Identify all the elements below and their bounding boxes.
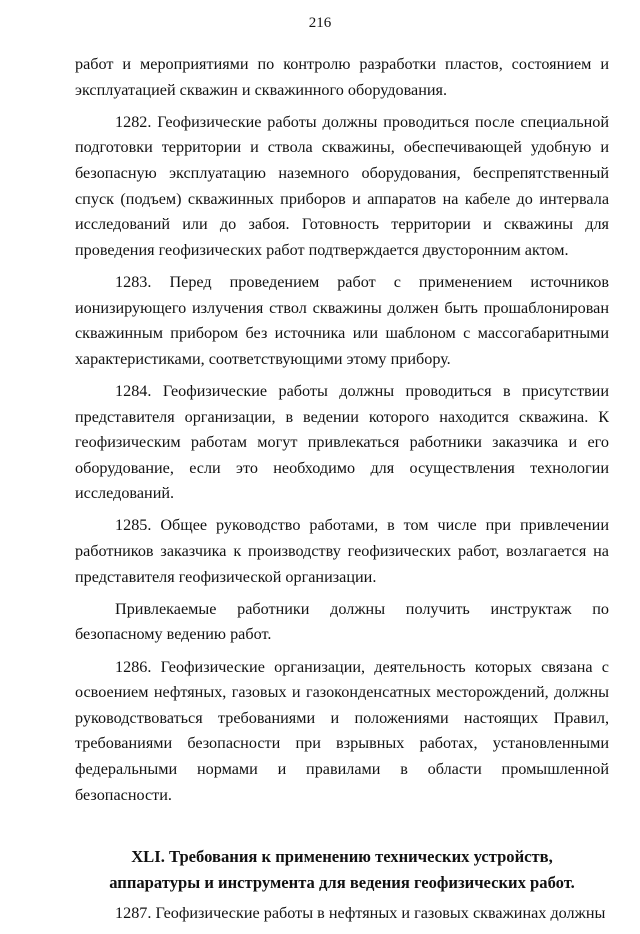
paragraph-1283: 1283. Перед проведением работ с применением источников ионизирующего излучения ствол скважины должен быть прошаблонирован скважинным прибором без источника или шаблоном с массогабаритными характеристиками, соответствующими этому прибору. xyxy=(75,272,609,368)
section-heading xyxy=(75,844,609,895)
section-heading-line-1: XLI. Требования к применению технических устройств, xyxy=(131,847,553,867)
paragraph-continuation: работ и мероприятиями по контролю разработки пластов, состоянием и эксплуатацией скважин и скважинного оборудования. xyxy=(75,55,609,99)
paragraph-1282: 1282. Геофизические работы должны проводиться после специальной подготовки территории и ствола скважины, обеспечивающей удобную и безопасную эксплуатацию наземного оборудования, беспрепятственный спуск (подъем) скважинных приборов и аппаратов на кабеле до интервала исследований или до забоя. Готовность территории и скважины для проведения геофизических работ подтверждается двусторонним актом. xyxy=(75,112,609,259)
page-number: 216 xyxy=(308,15,332,31)
paragraph-1287: 1287. Геофизические работы в нефтяных и газовых скважинах должны xyxy=(115,904,606,923)
document-body xyxy=(75,52,609,934)
section-heading-line-2: аппаратуры и инструмента для ведения геофизических работ. xyxy=(109,872,575,892)
paragraph-1285-note: Привлекаемые работники должны получить инструктаж по безопасному ведению работ. xyxy=(75,599,609,644)
paragraph-1284: 1284. Геофизические работы должны проводиться в присутствии представителя организации, в ведении которого находится скважина. К геофизическим работам могут привлекаться работники заказчика и его оборудование, если это необходимо для осуществления технологии исследований. xyxy=(75,381,609,503)
paragraph-1286: 1286. Геофизические организации, деятельность которых связана с освоением нефтяных, газовых и газоконденсатных месторождений, должны руководствоваться требованиями и положениями настоящих Правил, требованиями безопасности при взрывных работах, установленными федеральными нормами и правилами в области промышленной безопасности. xyxy=(75,657,609,804)
paragraph-1285: 1285. Общее руководство работами, в том числе при привлечении работников заказчика к производству геофизических работ, возлагается на представителя геофизической организации. xyxy=(75,516,609,586)
